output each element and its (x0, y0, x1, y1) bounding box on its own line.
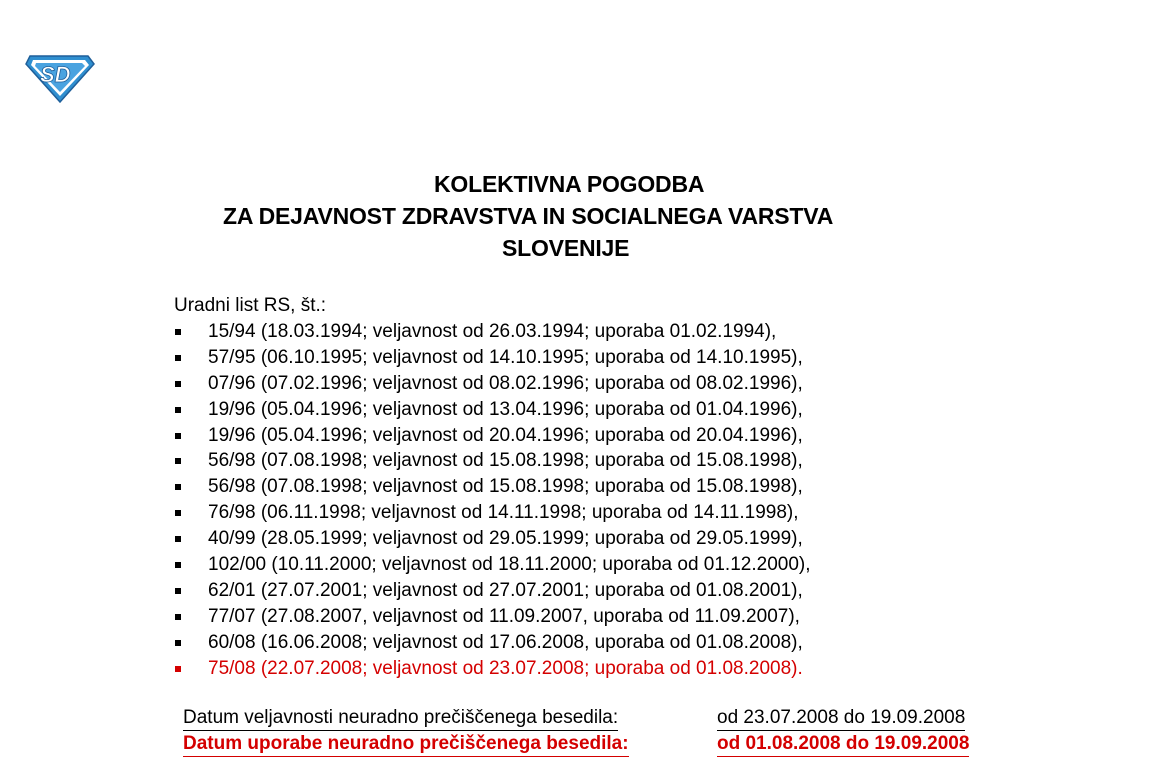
bullet-icon (175, 588, 181, 594)
bullet-icon (175, 433, 181, 439)
title-line-3: SLOVENIJE (502, 235, 630, 261)
bullet-icon (175, 355, 181, 361)
title-line-1: KOLEKTIVNA POGODBA (434, 171, 705, 197)
validity-value: od 23.07.2008 do 19.09.2008 (717, 706, 965, 731)
bullet-icon (175, 640, 181, 646)
list-item-text: 102/00 (10.11.2000; veljavnost od 18.11.2000; uporaba od 01.12.2000), (208, 554, 811, 576)
list-item-text: 75/08 (22.07.2008; veljavnost od 23.07.2008; uporaba od 01.08.2008). (208, 657, 803, 679)
list-item-text: 07/96 (07.02.1996; veljavnost od 08.02.1996; uporaba od 08.02.1996), (208, 372, 803, 394)
list-item-text: 76/98 (06.11.1998; veljavnost od 14.11.1998; uporaba od 14.11.1998), (208, 502, 799, 524)
svg-text:SD: SD (40, 62, 71, 87)
bullet-icon (175, 562, 181, 568)
gazette-heading: Uradni list RS, št.: (174, 295, 327, 316)
sd-shield-logo (22, 50, 96, 104)
usage-value: od 01.08.2008 do 19.09.2008 (717, 732, 969, 757)
usage-label: Datum uporabe neuradno prečiščenega besedila: (183, 732, 629, 757)
bullet-icon (175, 458, 181, 464)
list-item-text: 15/94 (18.03.1994; veljavnost od 26.03.1994; uporaba 01.02.1994), (208, 321, 777, 342)
bullet-icon (175, 381, 181, 387)
list-item-text: 60/08 (16.06.2008; veljavnost od 17.06.2008, uporaba od 01.08.2008), (208, 631, 803, 653)
list-item-text: 57/95 (06.10.1995; veljavnost od 14.10.1995; uporaba od 14.10.1995), (208, 346, 803, 368)
bullet-icon (175, 484, 181, 490)
title-line-2: ZA DEJAVNOST ZDRAVSTVA IN SOCIALNEGA VARSTVA (223, 203, 834, 229)
list-item-text: 56/98 (07.08.1998; veljavnost od 15.08.1998; uporaba od 15.08.1998), (208, 450, 803, 472)
list-item-text: 56/98 (07.08.1998; veljavnost od 15.08.1998; uporaba od 15.08.1998), (208, 476, 803, 498)
validity-label: Datum veljavnosti neuradno prečiščenega besedila: (183, 706, 618, 731)
bullet-icon (175, 510, 181, 516)
list-item-text: 62/01 (27.07.2001; veljavnost od 27.07.2001; uporaba od 01.08.2001), (208, 579, 803, 601)
bullet-icon (175, 614, 181, 620)
list-item-text: 19/96 (05.04.1996; veljavnost od 13.04.1996; uporaba od 01.04.1996), (208, 398, 803, 420)
list-item-text: 77/07 (27.08.2007, veljavnost od 11.09.2007, uporaba od 11.09.2007), (208, 605, 800, 627)
list-item-text: 19/96 (05.04.1996; veljavnost od 20.04.1996; uporaba od 20.04.1996), (208, 424, 803, 446)
bullet-icon (175, 329, 181, 335)
list-item-text: 40/99 (28.05.1999; veljavnost od 29.05.1999; uporaba od 29.05.1999), (208, 528, 803, 550)
bullet-icon (175, 536, 181, 542)
bullet-icon (175, 666, 181, 672)
bullet-icon (175, 407, 181, 413)
